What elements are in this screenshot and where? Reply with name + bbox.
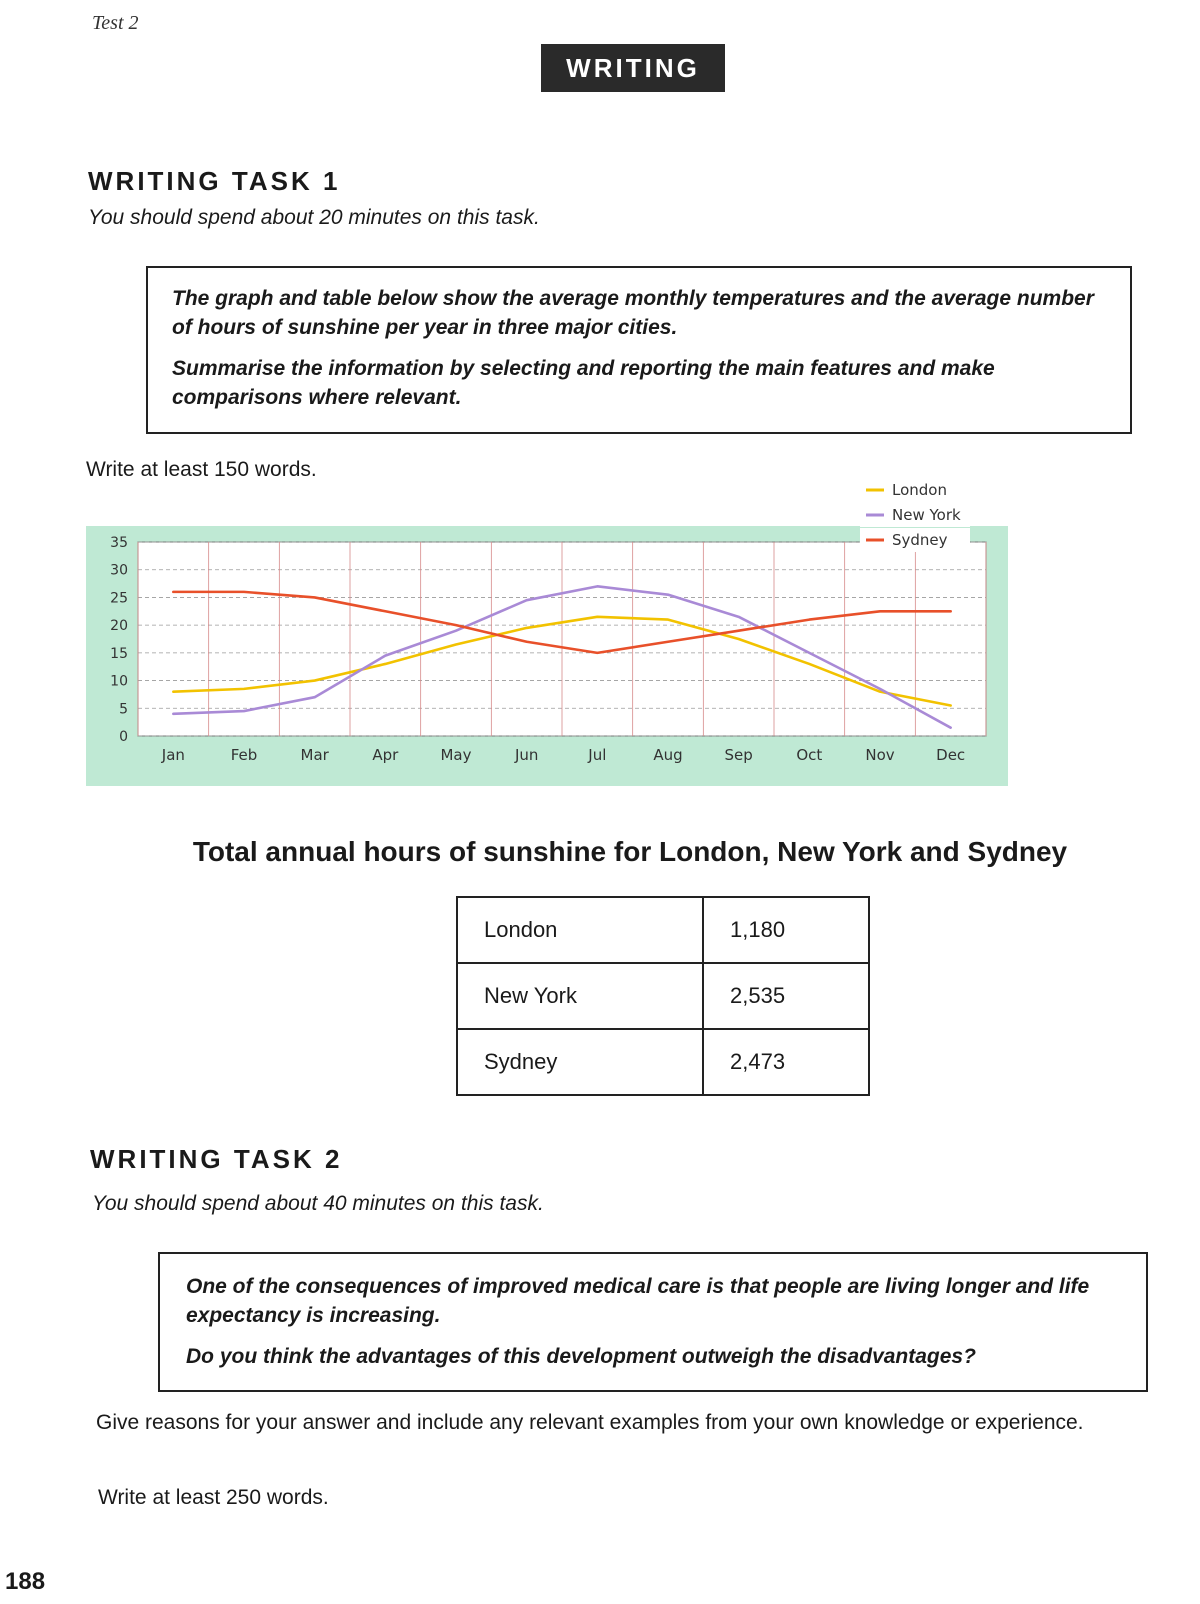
table-row [457,1029,869,1095]
section-banner: WRITING [541,44,725,92]
y-tick-label: 35 [110,535,128,551]
legend-label: New York [892,506,961,524]
y-tick-label: 15 [110,645,128,662]
x-tick-label: Sep [724,746,753,764]
x-tick-label: Jul [588,746,607,764]
y-tick-label: 5 [119,701,128,718]
page-number: 188 [5,1568,46,1595]
table-cell-city: New York [457,963,703,1029]
x-tick-label: Jan [161,746,185,764]
table-row [457,963,869,1029]
y-tick-label: 25 [110,590,128,607]
legend-label: London [892,481,947,499]
task2-prompt-line2: Do you think the advantages of this development outweigh the disadvantages? [186,1345,976,1368]
x-tick-label: May [440,746,472,764]
task2-word-count: Write at least 250 words. [98,1486,329,1509]
x-tick-label: Mar [300,746,329,764]
task1-time-instruction: You should spend about 20 minutes on this task. [88,206,540,229]
y-tick-label: 20 [110,618,128,635]
task2-prompt-line1: One of the consequences of improved medical care is that people are living longer and life expectancy is increasing. [186,1275,1090,1327]
task2-reasons: Give reasons for your answer and include any relevant examples from your own knowledge or experience. [96,1411,1084,1434]
x-tick-label: Nov [865,746,895,764]
y-tick-label: 10 [110,673,128,690]
task2-prompt-box [158,1252,1148,1392]
legend-label: Sydney [892,531,948,549]
table-row [457,897,869,963]
task1-heading: WRITING TASK 1 [88,166,341,196]
x-tick-label: Apr [372,746,399,764]
task2-heading: WRITING TASK 2 [90,1144,343,1174]
task1-word-count: Write at least 150 words. [86,458,317,481]
y-tick-label: 0 [119,729,128,745]
table-cell-hours: 2,473 [703,1029,869,1095]
task1-prompt-box [146,266,1132,434]
table-cell-hours: 2,535 [703,963,869,1029]
test-label: Test 2 [92,12,139,34]
sunshine-table [456,896,870,1096]
table-cell-city: London [457,897,703,963]
table-cell-hours: 1,180 [703,897,869,963]
x-tick-label: Dec [936,746,966,764]
x-tick-label: Aug [653,746,683,764]
table-cell-city: Sydney [457,1029,703,1095]
table-title: Total annual hours of sunshine for London, New York and Sydney [192,836,1068,867]
x-tick-label: Feb [230,746,258,764]
task1-prompt-line1: The graph and table below show the average monthly temperatures and the average number of hours of sunshine per year in three major cities. [172,287,1094,339]
x-tick-label: Oct [796,746,823,764]
x-tick-label: Jun [514,746,539,764]
y-tick-label: 30 [110,562,128,579]
task1-prompt-line2: Summarise the information by selecting and reporting the main features and make comparisons where relevant. [172,357,995,409]
task2-time-instruction: You should spend about 40 minutes on this task. [92,1192,544,1215]
temperature-line-chart [86,478,1002,778]
